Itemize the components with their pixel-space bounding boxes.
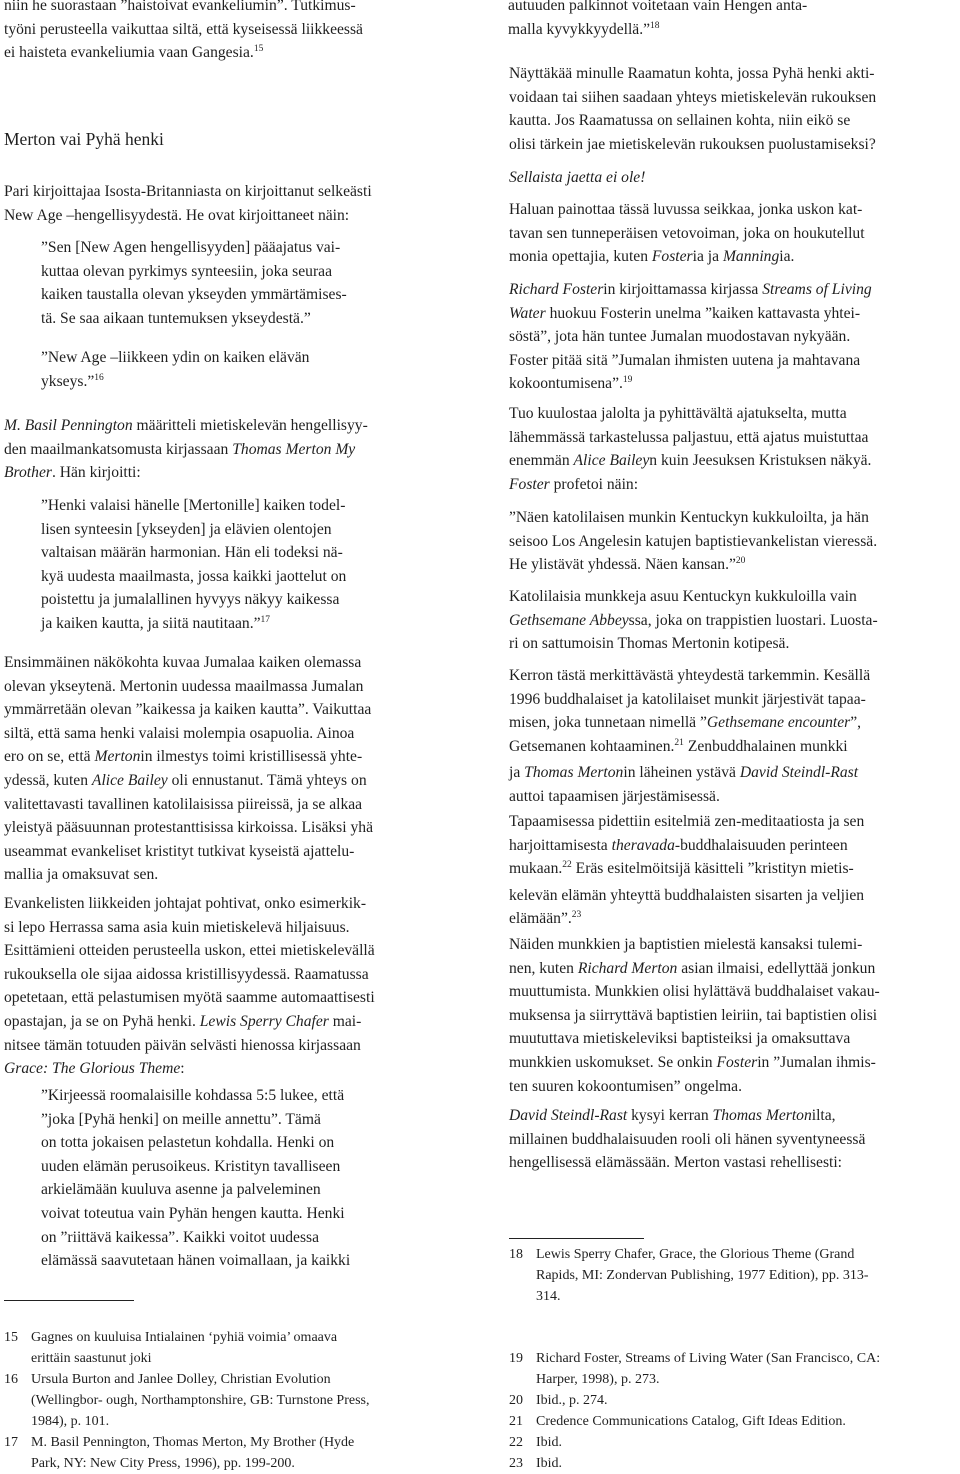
text-line — [41, 307, 347, 331]
footnote-ref: 22 — [562, 860, 572, 871]
footnote — [4, 1432, 369, 1474]
text-run: voidaan tai siihen saadaan yhteys mietiskelevän rukouksen — [509, 88, 877, 106]
text-run: ero on se, että — [4, 748, 95, 766]
text-run: Esittämieni otteiden perusteella uskon, ettei mietiskelevällä — [4, 942, 375, 960]
text-line — [4, 722, 373, 746]
text-run: misen, joka tunnetaan nimellä ” — [509, 714, 707, 732]
text-run: huokuu Fosterin unelma ”kaiken kattavasta yhtei- — [545, 304, 861, 322]
text-run: Water — [509, 304, 546, 322]
footnote-text: Ibid. — [536, 1456, 563, 1471]
text-run: Katolilaisia munkkeja asuu Kentuckyn kukkuloilla vain — [509, 588, 857, 605]
text-run: nitsee tämän totuuden päivän selvästi hienossa kirjassaan — [4, 1036, 361, 1054]
text-run: kysyi kerran — [627, 1107, 713, 1124]
footnote — [4, 1327, 369, 1369]
paragraph — [4, 414, 368, 485]
footnote-text: Richard Foster, Streams of Living Water (San Francisco, CA: — [536, 1351, 881, 1366]
text-run: ”joka [Pyhä henki] on meille annettu”. Tämä — [41, 1110, 321, 1128]
text-run: Foster — [509, 475, 550, 493]
text-run: työni perusteella vaikuttaa siltä, että kyseisessä liikkeessä — [4, 20, 363, 38]
paragraph — [4, 651, 373, 887]
block-quote — [41, 1084, 350, 1273]
text-run: hengellisessä elämässään. Merton vastasi rehellisesti: — [509, 1154, 843, 1172]
text-run: kokoontumisena”. — [509, 375, 623, 393]
footnote — [509, 1411, 880, 1432]
text-run: kyä uudesta maailmasta, jossa kaikki jaottelut on — [41, 567, 347, 585]
text-line — [509, 735, 870, 762]
text-run: Gethsemane Abbey — [509, 611, 629, 629]
paragraph — [509, 62, 876, 156]
footnotes — [4, 1327, 369, 1474]
footnote-text: Ibid. — [536, 1435, 563, 1450]
text-line — [41, 283, 347, 307]
text-run: ri on sattumoisin Thomas Mertonin kotipesä. — [509, 635, 790, 653]
text-line — [509, 86, 876, 110]
text-run: in ”Jumalan ihmis- — [757, 1053, 876, 1071]
footnote-number: 20 — [509, 1393, 523, 1408]
text-line — [509, 980, 880, 1004]
text-run: olevan ykseytenä. Mertonin uudessa maailmassa Jumalan — [4, 677, 364, 695]
text-run: muuttumista. Munkkien olisi hylättävä buddhalaiset vakau- — [509, 983, 880, 1001]
text-run: munkkien uskomukset. Se onkin — [509, 1053, 717, 1071]
text-line — [4, 461, 368, 485]
text-run: opetetaan, että pelastumisen myötä saamme automaattisesti — [4, 989, 375, 1007]
text-run: n kuin Jeesuksen Kristuksen näkyä. — [649, 452, 872, 470]
text-line — [4, 793, 373, 817]
text-line — [509, 711, 870, 735]
paragraph — [509, 166, 645, 190]
text-run: kuttaa olevan pyrkimys synteesiin, joka seuraa — [41, 262, 333, 280]
text-line — [509, 553, 877, 580]
text-line — [509, 473, 871, 497]
text-run: : — [180, 1060, 185, 1078]
text-line — [4, 816, 373, 840]
text-run: Gethsemane encounter — [706, 714, 851, 732]
footnote-text: Lewis Sperry Chafer, Grace, the Glorious Theme (Grand — [536, 1247, 855, 1262]
paragraph — [4, 180, 372, 227]
text-line — [4, 1034, 375, 1058]
text-line — [4, 840, 373, 864]
footnote-text: Credence Communications Catalog, Gift Ideas Edition. — [536, 1414, 846, 1429]
text-line — [4, 1057, 375, 1081]
footnote-text: M. Basil Pennington, Thomas Merton, My Brother (Hyde — [31, 1435, 355, 1450]
text-run: Richard Foster — [509, 281, 604, 298]
text-line — [509, 957, 880, 981]
text-line — [4, 438, 368, 462]
block-quote — [41, 236, 347, 330]
text-run: David Steindl-Rast — [739, 764, 859, 782]
text-line — [4, 769, 373, 793]
text-line — [4, 892, 375, 916]
text-run: arkielämään kuuluva asenne ja palveleminen — [41, 1181, 321, 1199]
footnote-number: 23 — [509, 1456, 523, 1471]
text-run: olisi tärkein jae mietiskelevän rukouksen puolustamiseksi? — [509, 135, 876, 153]
text-run: Sellaista jaetta ei ole! — [509, 169, 646, 186]
footnote — [509, 1348, 880, 1390]
text-run: Alice Bailey — [91, 771, 168, 789]
text-line — [4, 41, 363, 68]
text-run: Merton — [94, 748, 141, 766]
text-run: si lepo Herrassa sama asia kuin mietiskelevä hiljaisuus. — [4, 918, 350, 936]
text-run: valitettavasti tavallinen katolilaisissa piireissä, ja se alkaa — [4, 795, 363, 813]
text-line — [4, 1010, 375, 1034]
text-run: ssa, joka on trappistien luostari. Luosta- — [628, 611, 878, 629]
text-run: millainen buddhalaisuuden rooli oli hänen syventyneessä — [509, 1130, 866, 1148]
text-run: Haluan painottaa tässä luvussa seikkaa, jonka uskon kat- — [509, 201, 863, 218]
text-run: in kirjoittamassa kirjassa — [603, 281, 763, 298]
text-line — [509, 785, 870, 809]
text-line — [509, 1004, 880, 1028]
footnote-ref: 20 — [735, 556, 746, 567]
text-line — [4, 651, 373, 675]
text-line — [41, 346, 309, 370]
text-line — [41, 1202, 350, 1226]
footnote-number: 19 — [509, 1351, 523, 1366]
text-line — [41, 1108, 350, 1132]
text-run: ”New Age –liikkeen ydin on kaiken elävän — [41, 349, 310, 366]
footnote-number: 17 — [4, 1435, 18, 1450]
footnote — [4, 1369, 369, 1432]
text-line — [509, 1075, 880, 1099]
text-run: . Hän kirjoitti: — [51, 464, 141, 482]
footnote-text: 1984), p. 101. — [31, 1414, 110, 1429]
footnote-ref: 15 — [253, 44, 264, 55]
footnote — [509, 1244, 868, 1307]
text-run: ia. — [779, 248, 795, 266]
text-run: Foster — [716, 1053, 758, 1071]
text-run: malla kyvykkyydellä.” — [508, 20, 651, 38]
footnotes — [509, 1244, 868, 1307]
paragraph — [509, 810, 864, 934]
text-line — [4, 939, 375, 963]
text-run: auttoi tapaamisen järjestämisessä. — [509, 787, 720, 805]
text-run: elämään”. — [509, 910, 572, 928]
text-line — [509, 632, 878, 656]
footnote-text: 314. — [536, 1289, 561, 1304]
text-line — [509, 426, 871, 450]
footnote-number: 16 — [4, 1372, 18, 1387]
text-run: ”Henki valaisi hänelle [Mertonille] kaiken todel- — [41, 497, 346, 514]
text-run: ja — [509, 764, 525, 782]
text-run: Tuo kuulostaa jalolta ja pyhittävältä ajatukselta, mutta — [509, 405, 847, 422]
text-run: ”Sen [New Agen hengellisyyden] pääajatus vai- — [41, 239, 341, 256]
text-run: rukouksella ole sijaa aidossa kristillisyydessä. Raamatussa — [4, 965, 369, 983]
text-run: autuuden palkinnot voitetaan vain Hengen anta- — [508, 0, 808, 14]
text-line — [509, 278, 872, 302]
text-line — [41, 1131, 350, 1155]
text-line — [4, 0, 363, 18]
text-line — [4, 916, 375, 940]
text-line — [509, 62, 876, 86]
text-run: mallia ja omaksuvat sen. — [4, 866, 159, 884]
paragraph — [509, 278, 872, 399]
text-line — [4, 963, 375, 987]
text-run: Evankelisten liikkeiden johtajat pohtivat, onko esimerkik- — [4, 895, 367, 912]
text-line — [41, 1178, 350, 1202]
text-run: Brother — [4, 464, 52, 482]
text-run: ”, — [850, 714, 862, 732]
text-line — [509, 664, 870, 688]
text-run: ”Näen katolilaisen munkin Kentuckyn kukkuloilta, ja hän — [509, 509, 869, 526]
text-run: Lewis Sperry Chafer — [199, 1012, 329, 1030]
text-run: He ylistävät yhdessä. Näen kansan.” — [509, 556, 736, 574]
footnote-rule — [4, 1300, 134, 1301]
block-quote — [508, 0, 807, 44]
text-run: Manning — [722, 248, 780, 266]
text-line — [509, 907, 864, 934]
text-run: Richard Merton — [577, 959, 678, 977]
text-run: den maailmankatsomusta kirjassaan — [4, 440, 233, 458]
text-run: profetoi näin: — [549, 475, 639, 493]
paragraph — [509, 585, 878, 656]
block-quote — [41, 346, 309, 396]
text-run: seisoo Los Angelesin katujen baptistievankelistan vieressä. — [509, 532, 878, 550]
section-heading: Merton vai Pyhä henki — [4, 129, 164, 149]
text-run: theravada — [611, 836, 675, 854]
footnote-text: erittäin saastunut joki — [31, 1351, 152, 1366]
footnote-number: 21 — [509, 1414, 523, 1429]
text-run: M. Basil Pennington — [4, 417, 133, 434]
text-line — [509, 609, 878, 633]
text-run: 1996 buddhalaiset ja katolilaiset munkit järjestivät tapaa- — [509, 690, 866, 708]
text-line — [41, 588, 346, 612]
text-run: yleistyä pääsuunnan protestanttisissa kirkoissa. Lisäksi yhä — [4, 819, 373, 837]
paragraph — [509, 933, 880, 1098]
text-run: ten suuren kokoontumisen” ongelma. — [509, 1077, 742, 1095]
text-run: Eräs esitelmöitsijä käsitteli ”kristityn mietis- — [571, 860, 854, 878]
text-line — [4, 18, 363, 42]
footnote-text: Harper, 1998), p. 273. — [536, 1372, 660, 1387]
text-line — [4, 414, 368, 438]
text-run: David Steindl-Rast — [509, 1107, 628, 1124]
text-line — [509, 166, 645, 190]
text-line — [4, 675, 373, 699]
text-run: Alice Bailey — [573, 452, 650, 470]
footnote-text: Park, NY: New City Press, 1996), pp. 199-200. — [31, 1456, 295, 1471]
text-run: kautta. Jos Raamatussa on sellainen kohta, niin eikö se — [509, 112, 851, 130]
text-run: Näyttäkää minulle Raamatun kohta, jossa Pyhä henki akti- — [509, 65, 875, 82]
footnote-number: 22 — [509, 1435, 523, 1450]
text-run: muututtava mietiskeleviksi baptisteiksi ja omaksuttava — [509, 1030, 851, 1048]
text-line — [509, 761, 870, 785]
text-run: Kerron tästä merkittävästä yhteydestä tarkemmin. Kesällä — [509, 667, 871, 684]
footnotes — [509, 1348, 880, 1474]
text-run: asian ilmaisi, edellyttää jonkun — [677, 959, 876, 977]
text-line — [41, 1226, 350, 1250]
text-line — [509, 933, 880, 957]
text-run: ykseys.” — [41, 372, 95, 390]
text-line — [509, 810, 864, 834]
footnote-ref: 19 — [622, 375, 633, 386]
footnote — [509, 1390, 880, 1411]
text-line — [509, 530, 877, 554]
text-run: lisen synteesin [ykseyden] ja elävien olentojen — [41, 520, 332, 538]
text-line — [509, 349, 872, 373]
text-run: mukaan. — [509, 860, 563, 878]
text-line — [4, 698, 373, 722]
text-line — [509, 884, 864, 908]
text-run: Grace: The Glorious Theme — [4, 1060, 181, 1078]
text-run: lähemmässä tarkastelussa paljastuu, että ajatus muistuttaa — [509, 428, 869, 446]
footnote-text: Ursula Burton and Janlee Dolley, Christian Evolution — [31, 1372, 331, 1387]
footnote-text: Rapids, MI: Zondervan Publishing, 1977 Edition), pp. 313- — [536, 1268, 869, 1283]
text-run: Foster — [651, 248, 693, 266]
text-line — [4, 204, 372, 228]
text-run: Foster pitää sitä ”Jumalan ihmisten uutena ja mahtavana — [509, 351, 861, 369]
text-run: poistettu ja jumalallinen hyvyys näkyy kaikessa — [41, 591, 340, 609]
text-run: on ”riittävä kaikessa”. Kaikki voitot uudessa — [41, 1228, 320, 1246]
footnote-ref: 21 — [674, 737, 684, 748]
footnote-ref: 18 — [650, 20, 660, 31]
text-line — [41, 565, 346, 589]
text-line — [509, 222, 865, 246]
text-run: nen, kuten — [509, 959, 578, 977]
text-run: niin he suorastaan ”haistoivat evankeliumin”. Tutkimus- — [4, 0, 356, 14]
text-line — [509, 585, 878, 609]
text-run: enemmän — [509, 452, 574, 470]
block-quote — [509, 506, 877, 580]
footnote-text: Ibid., p. 274. — [536, 1393, 608, 1408]
text-line — [509, 402, 871, 426]
text-line — [509, 688, 870, 712]
text-run: siltä, että sama henki valaisi molempia osapuolia. Ainoa — [4, 724, 355, 742]
text-line — [509, 506, 877, 530]
text-run: kaiken taustalla olevan ykseyden ymmärtämises- — [41, 286, 347, 304]
text-line — [4, 745, 373, 769]
text-run: ”Kirjeessä roomalaisille kohdassa 5:5 lukee, että — [41, 1087, 345, 1104]
text-line — [4, 986, 375, 1010]
text-run: ymmärretään olevan ”kaikessa ja kaiken kautta”. Vaikuttaa — [4, 701, 372, 719]
text-run: kelevän elämän yhteyttä buddhalaisten sisarten ja veljien — [509, 886, 865, 904]
text-line — [509, 109, 876, 133]
block-quote — [41, 494, 346, 639]
text-run: monia opettajia, kuten — [509, 248, 652, 266]
text-run: määritteli mietiskelevän hengellisyy- — [132, 417, 368, 434]
text-line — [509, 857, 864, 884]
text-run: tavan sen tunneperäisen vetovoiman, joka on houkutellut — [509, 224, 865, 242]
text-line — [4, 863, 373, 887]
text-line — [41, 518, 346, 542]
text-run: harjoittamisesta — [509, 836, 612, 854]
text-run: ja kaiken kautta, ja siitä nautitaan.” — [41, 614, 261, 632]
text-run: mai- — [328, 1012, 362, 1030]
text-line — [41, 1155, 350, 1179]
text-run: ydessä, kuten — [4, 771, 92, 789]
paragraph — [509, 664, 870, 809]
footnote — [509, 1432, 880, 1453]
footnote-rule — [509, 1238, 644, 1239]
text-line — [509, 1128, 865, 1152]
paragraph — [509, 1104, 865, 1175]
text-run: muksensa ja siirryttävä baptistien leiriin, tai baptistien olisi — [509, 1006, 878, 1024]
text-run: New Age –hengellisyydestä. He ovat kirjoittaneet näin: — [4, 206, 350, 224]
text-run: Getsemanen kohtaaminen. — [509, 737, 675, 755]
text-run: ia ja — [692, 248, 723, 266]
footnote-number: 15 — [4, 1330, 18, 1345]
text-line — [41, 494, 346, 518]
footnote-text: (Wellingbor- ough, Northamptonshire, GB: Turnstone Press, — [31, 1393, 370, 1408]
text-run: Ensimmäinen näkökohta kuvaa Jumalaa kaiken olemassa — [4, 654, 362, 671]
text-line — [509, 1027, 880, 1051]
text-run: ilta, — [811, 1107, 836, 1124]
text-run: opastajan, ja se on Pyhä henki. — [4, 1012, 200, 1030]
text-line — [509, 245, 865, 269]
text-run: Streams of Living — [762, 281, 872, 298]
text-run: Thomas Merton — [524, 764, 624, 782]
footnote-ref: 16 — [94, 372, 104, 383]
text-line — [41, 612, 346, 639]
text-line — [508, 18, 807, 45]
text-run: useammat evankeliset kristityt tutkivat kyseistä ajattelu- — [4, 842, 355, 860]
text-run: -buddhalaisuuden perinteen — [674, 836, 848, 854]
text-line — [41, 1084, 350, 1108]
text-line — [509, 372, 872, 399]
paragraph — [509, 198, 865, 269]
text-line — [41, 260, 347, 284]
text-run: on totta jokaisen pelastetun kohdalla. Henki on — [41, 1134, 335, 1152]
text-run: Pari kirjoittajaa Isosta-Britanniasta on kirjoittanut selkeästi — [4, 183, 372, 200]
text-run: Näiden munkkien ja baptistien mielestä kansaksi tulemi- — [509, 936, 863, 953]
text-line — [509, 1104, 865, 1128]
text-run: in läheinen ystävä — [623, 764, 740, 782]
text-line — [509, 198, 865, 222]
intro-paragraph — [4, 0, 363, 68]
text-line — [509, 834, 864, 858]
text-line — [509, 302, 872, 326]
text-run: Zenbuddhalainen munkki — [683, 737, 848, 755]
text-line — [41, 1249, 350, 1273]
text-line — [509, 1151, 865, 1175]
footnote-ref: 17 — [260, 614, 271, 625]
footnote-number: 18 — [509, 1247, 523, 1262]
footnote-ref: 23 — [571, 910, 582, 921]
text-run: söstä”, jota hän tuntee Jumalan muodostavan nykyään. — [509, 328, 851, 346]
text-line — [509, 1051, 880, 1075]
text-line — [41, 236, 347, 260]
text-run: voivat toteutua vain Pyhän hengen kautta. Henki — [41, 1204, 345, 1222]
text-run: uuden elämän perusoikeus. Kristityn tavalliseen — [41, 1157, 341, 1175]
footnote-text: Gagnes on kuuluisa Intialainen ‘pyhiä voimia’ omaava — [31, 1330, 338, 1345]
text-run: Thomas Merton My — [232, 440, 356, 458]
text-line — [508, 0, 807, 18]
text-run: in ilmestys toimi kristillisessä yhte- — [140, 748, 363, 766]
paragraph — [4, 892, 375, 1081]
text-run: elämässä saavutetaan hänen voimallaan, ja kaikki — [41, 1252, 351, 1270]
text-line — [509, 325, 872, 349]
text-line — [41, 370, 309, 397]
text-line — [4, 180, 372, 204]
text-run: ei haisteta evankeliumia vaan Gangesia. — [4, 44, 254, 62]
text-run: Thomas Merton — [712, 1107, 812, 1124]
text-run: Tapaamisessa pidettiin esitelmiä zen-meditaatiosta ja sen — [509, 813, 865, 830]
text-line — [509, 449, 871, 473]
text-run: oli ennustanut. Tämä yhteys on — [167, 771, 367, 789]
text-run: valtaisan määrän harmonian. Hän eli todeksi nä- — [41, 544, 343, 562]
text-run: tä. Se saa aikaan tuntemuksen ykseydestä.” — [41, 309, 311, 327]
text-line — [41, 541, 346, 565]
text-line — [509, 133, 876, 157]
paragraph — [509, 402, 871, 496]
